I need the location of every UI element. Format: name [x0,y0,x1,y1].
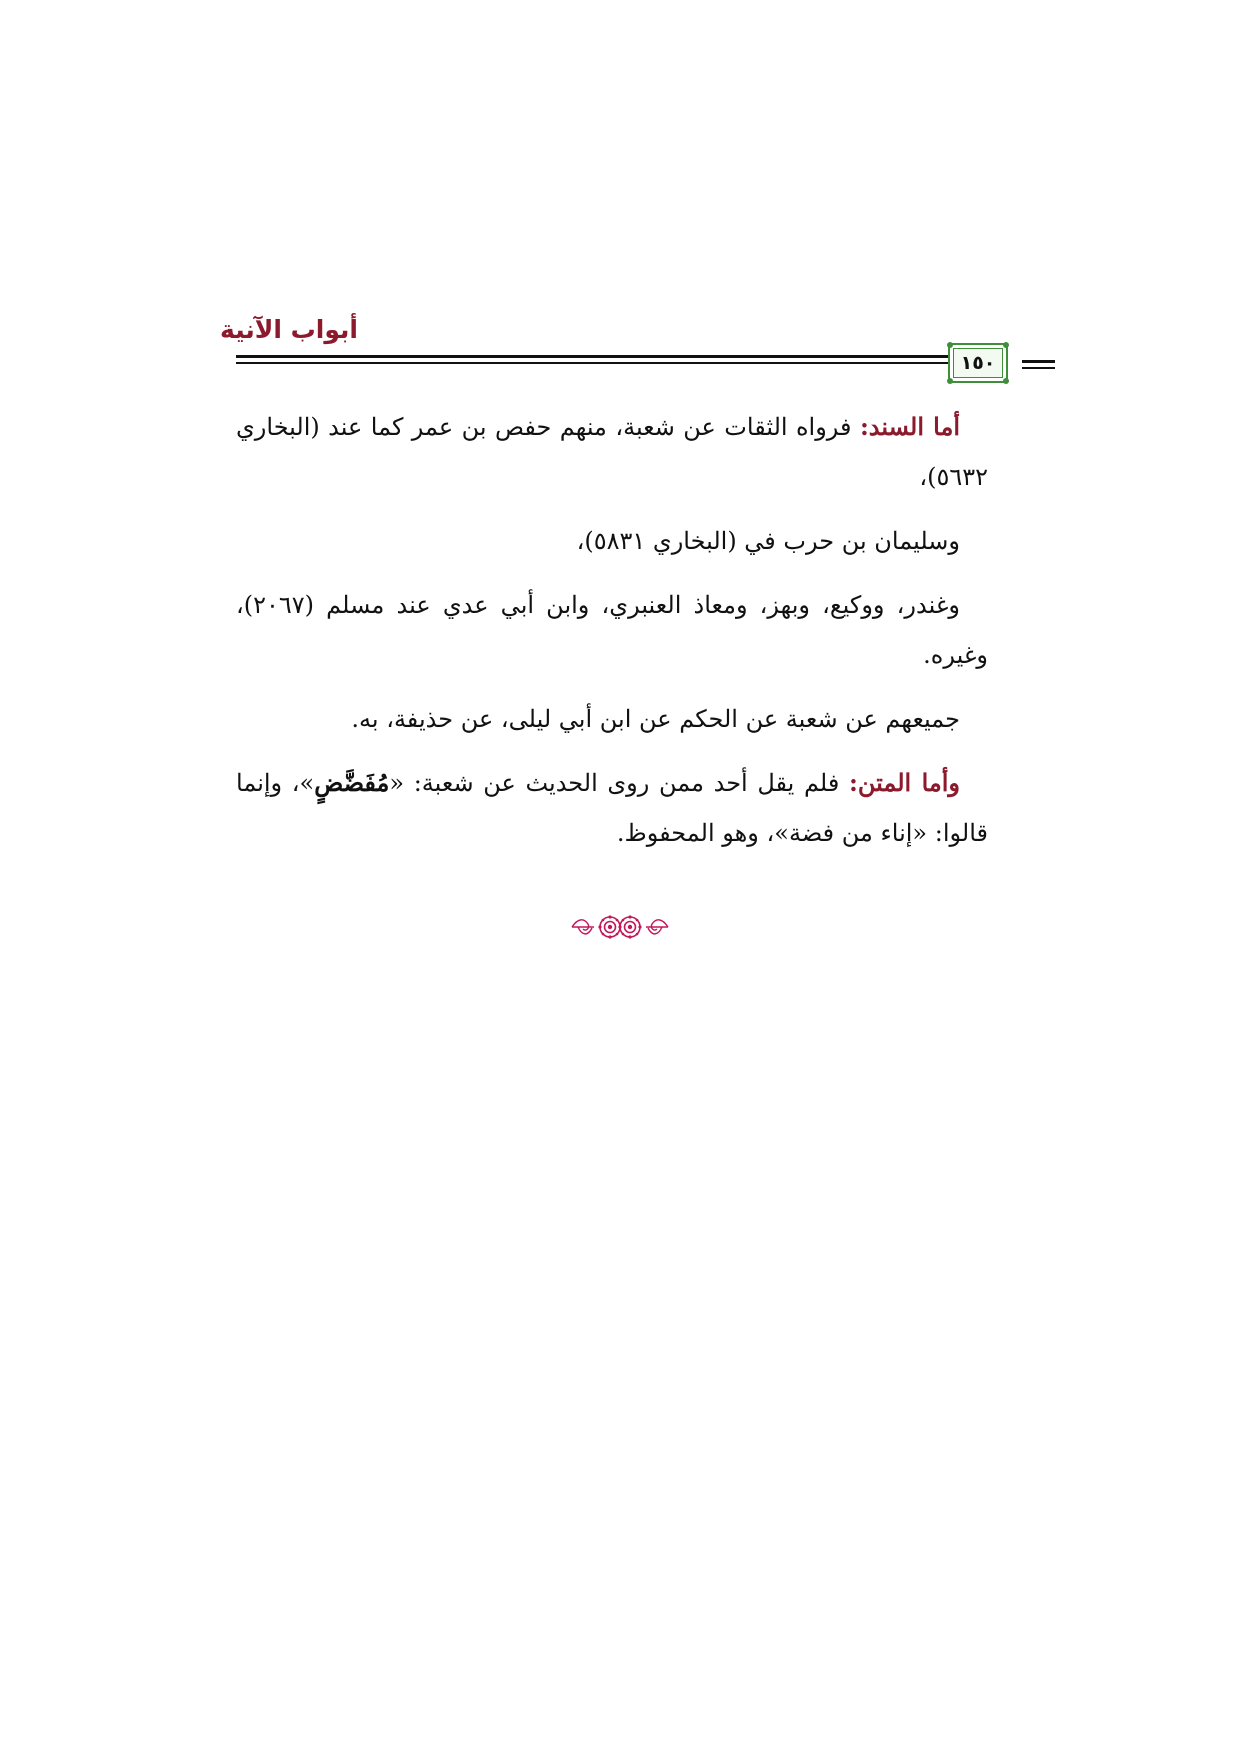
header-rule-thin [236,362,1006,364]
section-lead-sanad: أما السند: [859,412,961,441]
paragraph-jamiuhum [236,694,988,744]
page-number: ١٥٠ [953,348,1003,378]
page-body [236,402,988,872]
paragraph-text: جميعهم عن شعبة عن الحكم عن ابن أبي ليلى، عن حذيفة، به. [351,705,960,733]
paragraph-text: وسليمان بن حرب في (البخاري ٥٨٣١)، [576,527,960,555]
paragraph-text: فرواه الثقات عن شعبة، منهم حفص بن عمر كما عند (البخاري ٥٦٣٢)، [236,413,988,491]
badge-corner-ornament-icon [947,342,953,348]
badge-corner-ornament-icon [1003,342,1009,348]
page-number-badge [948,343,1008,383]
paragraph-sanad [236,402,988,502]
paragraph-sulaiman [236,516,988,566]
header-rule-short-thick [1022,360,1055,363]
paragraph-text: »، وإنما قالوا: «إناء من فضة»، وهو المحفوظ. [236,769,988,847]
badge-corner-ornament-icon [947,378,953,384]
header-rule-thick [236,355,1006,358]
paragraph-text: وغندر، ووكيع، وبهز، ومعاذ العنبري، وابن أبي عدي عند مسلم (٢٠٦٧)، وغيره. [236,591,988,669]
paragraph-text: فلم يقل أحد ممن روى الحديث عن شعبة: « [389,769,849,797]
paragraph-ghundar [236,580,988,680]
header-rule-short-thin [1022,367,1055,369]
section-lead-matn: وأما المتن: [848,768,960,797]
floral-divider-icon [570,912,670,942]
paragraph-matn [236,758,988,858]
badge-corner-ornament-icon [1003,378,1009,384]
highlighted-word: مُفَضَّضٍ [314,768,390,797]
running-title: أبواب الآنية [220,315,358,344]
